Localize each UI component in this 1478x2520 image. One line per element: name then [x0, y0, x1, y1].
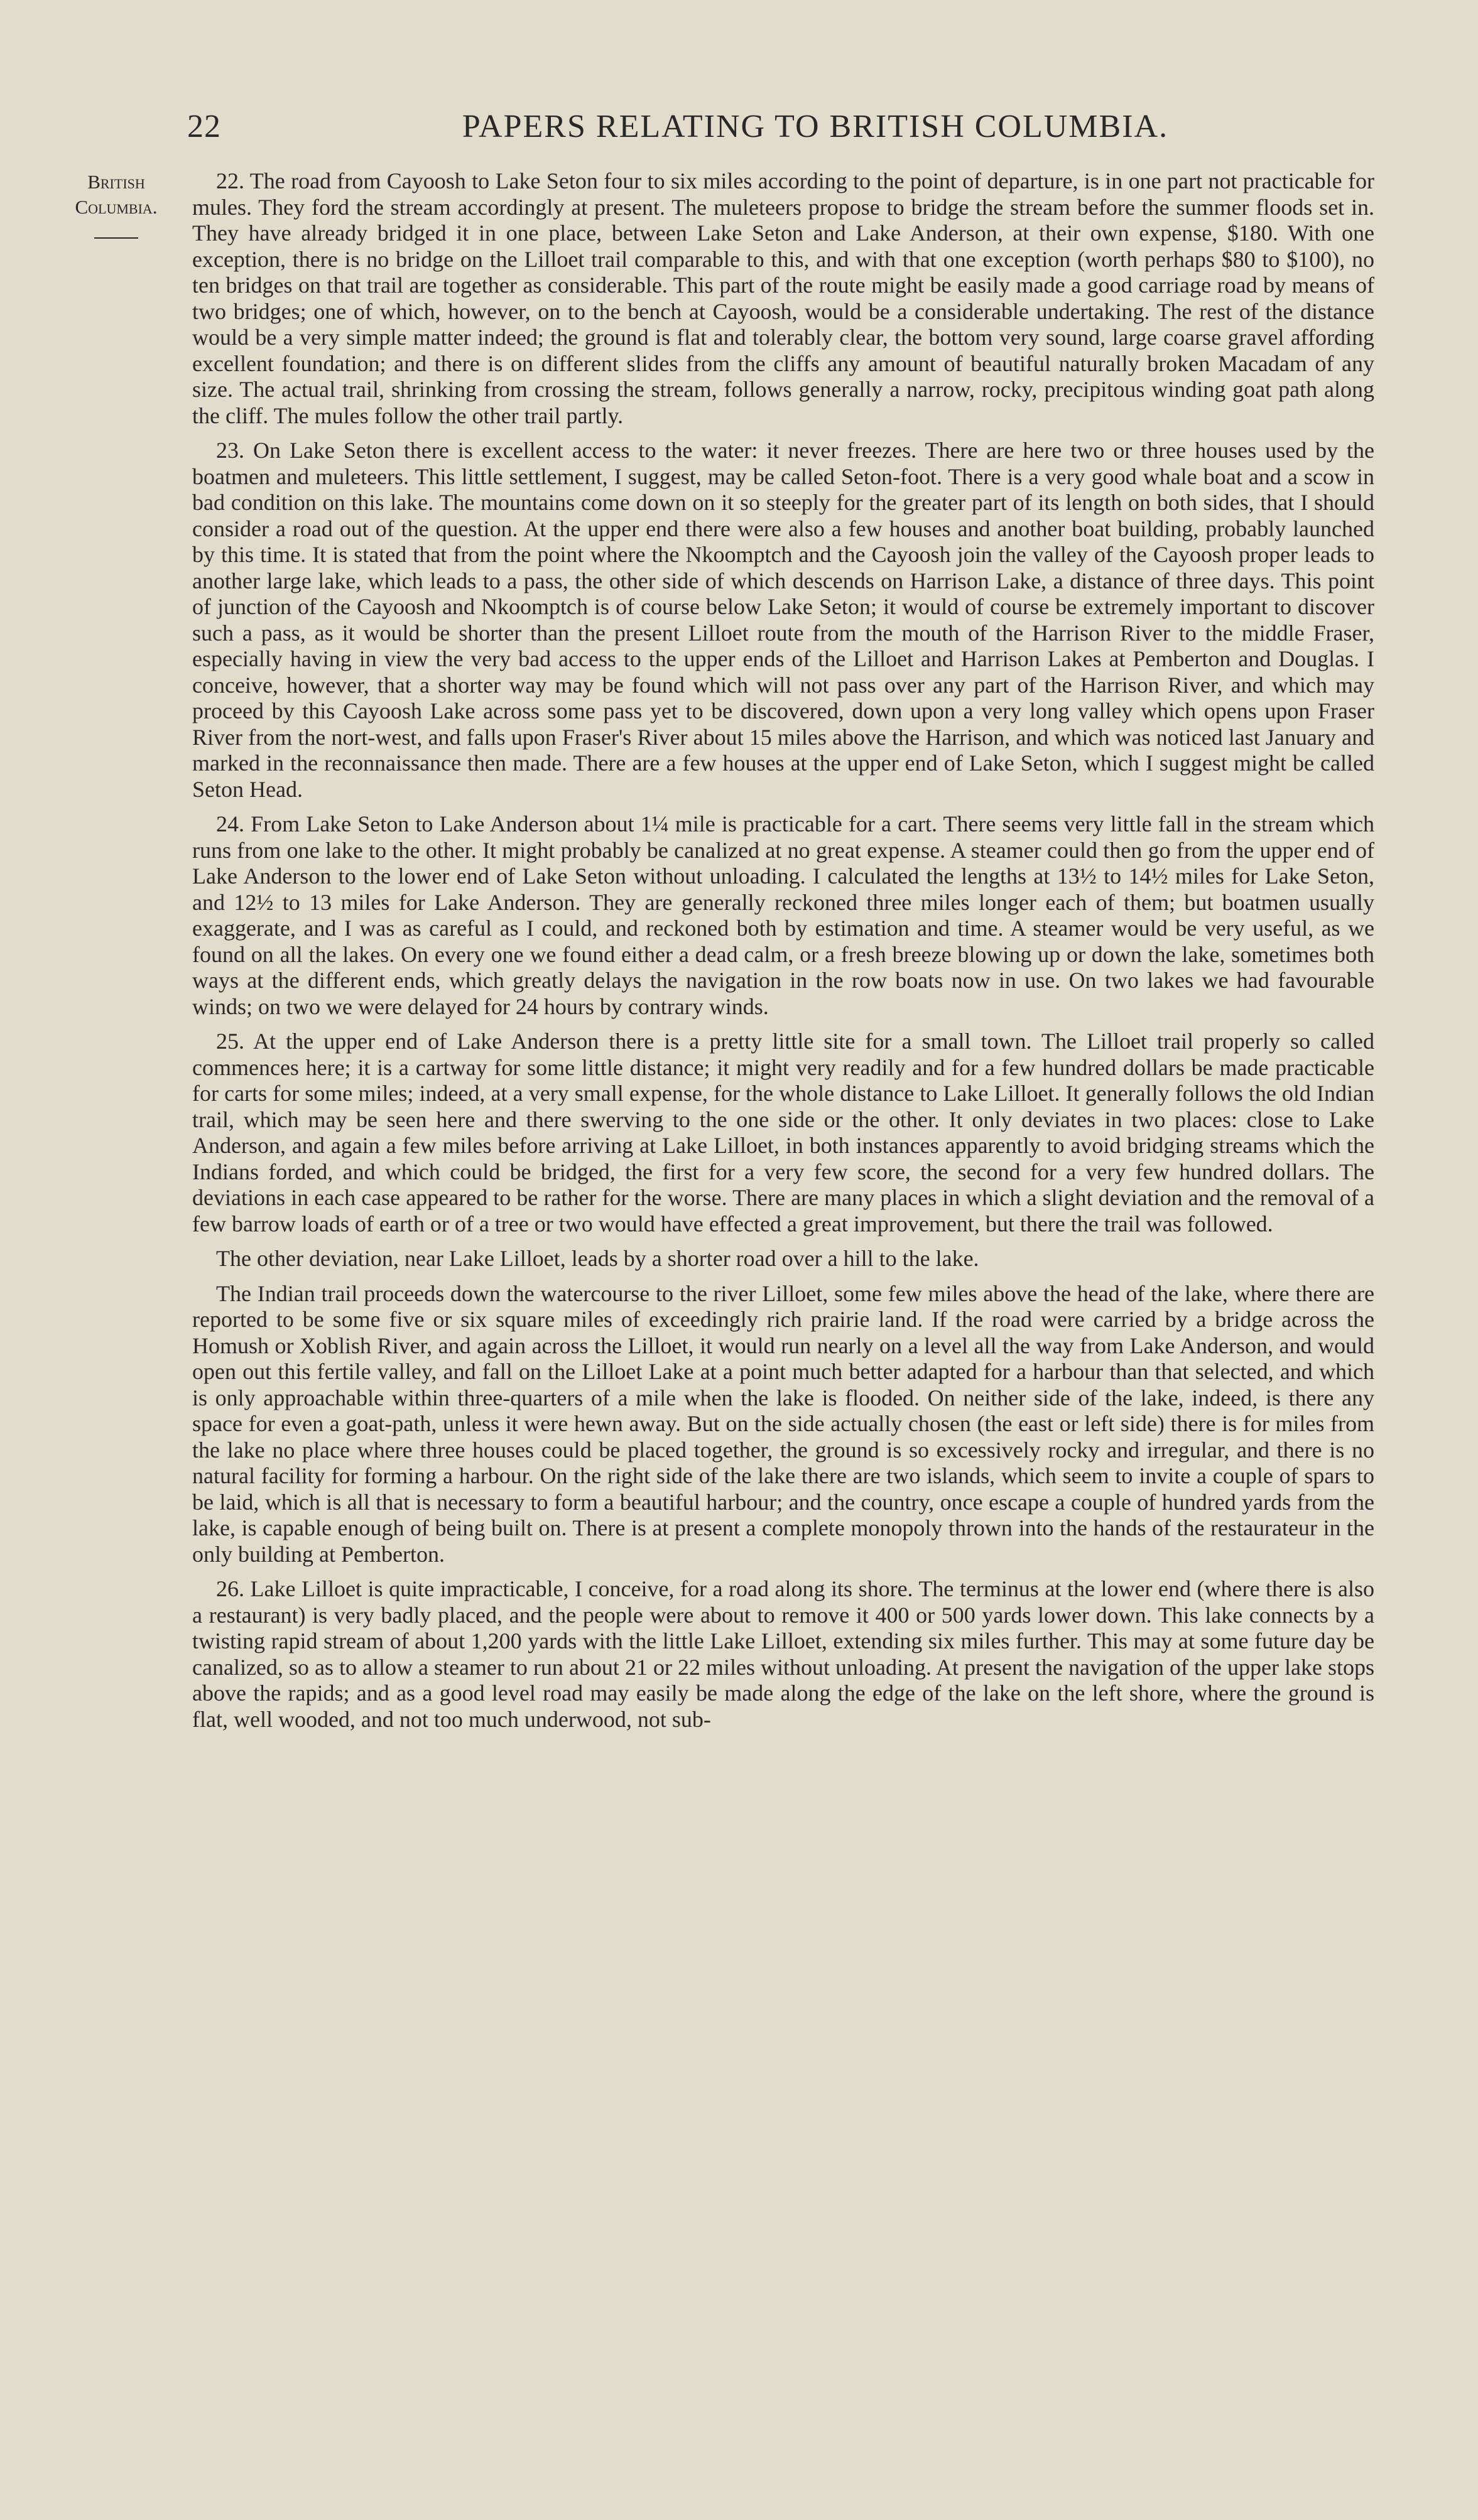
- paragraph-25-indian-trail: The Indian trail proceeds down the watercourse to the river Lilloet, some few miles above the head of the lake, where there are reported to be some five or six square miles of exceedingly rich prairie land. If the road were carried by a bridge across the Homush or Xoblish River, and again across the Lilloet, it would run nearly on a level all the way from Lake Anderson, and would open out this fertile valley, and fall on the Lilloet Lake at a point much better adapted for a harbour than that selected, and which is only approachable within three-quarters of a mile when the lake is flooded. On neither side of the lake, indeed, is there any space for even a goat-path, unless it were hewn away. But on the side actually chosen (the east or left side) there is for miles from the lake no place where three houses could be placed together, the ground is so excessively rocky and irregular, and there is no natural facility for forming a harbour. On the right side of the lake there are two islands, which seem to invite a couple of spars to be laid, which is all that is necessary to form a beautiful harbour; and the country, once escape a couple of hundred yards from the lake, is capable enough of being built on. There is at present a complete monopoly thrown into the hands of the restaurateur in the only building at Pemberton.: [192, 1280, 1374, 1567]
- paragraph-23: 23. On Lake Seton there is excellent access to the water: it never freezes. There are here two or three houses used by the boatmen and muleteers. This little settlement, I suggest, may be called Seton-foot. There is a very good whale boat and a scow in bad condition on this lake. The mountains come down on it so steeply for the greater part of its length on both sides, that I should consider a road out of the question. At the upper end there were also a few houses and another boat building, probably launched by this time. It is stated that from the point where the Nkoomptch and the Cayoosh join the valley of the Cayoosh proper leads to another large lake, which leads to a pass, the other side of which descends on Harrison Lake, a distance of three days. This point of junction of the Cayoosh and Nkoomptch is of course below Lake Seton; it would of course be extremely important to discover such a pass, as it would be shorter than the present Lilloet route from the mouth of the Harrison River to the middle Fraser, especially having in view the very bad access to the upper ends of the Lilloet and Harrison Lakes at Pemberton and Douglas. I conceive, however, that a shorter way may be found which will not pass over any part of the Harrison River, and which may proceed by this Cayoosh Lake across some pass yet to be discovered, down upon a very long valley which opens upon Fraser River from the nort-west, and falls upon Fraser's River about 15 miles above the Harrison, and which was noticed last January and marked in the reconnaissance then made. There are a few houses at the upper end of Lake Seton, which I suggest might be called Seton Head.: [192, 438, 1374, 802]
- paragraph-26: 26. Lake Lilloet is quite impracticable, I conceive, for a road along its shore. The terminus at the lower end (where there is also a restaurant) is very badly placed, and the people were about to remove it 400 or 500 yards lower down. This lake connects by a twisting rapid stream of about 1,200 yards with the little Lake Lilloet, extending six miles further. This may at some future day be canalized, so as to allow a steamer to run about 21 or 22 miles without unloading. At present the navigation of the upper lake stops above the rapids; and as a good level road may easily be made along the edge of the lake on the left shore, where the ground is flat, well wooded, and not too much underwood, not sub-: [192, 1576, 1374, 1732]
- paragraph-24: 24. From Lake Seton to Lake Anderson about 1¼ mile is practicable for a cart. There seems very little fall in the stream which runs from one lake to the other. It might probably be canalized at no great expense. A steamer could then go from the upper end of Lake Anderson to the lower end of Lake Seton without unloading. I calculated the lengths at 13½ to 14½ miles for Lake Seton, and 12½ to 13 miles for Lake Anderson. They are generally reckoned three miles longer each of them; but boatmen usually exaggerate, and I was as careful as I could, and reckoned both by estimation and time. A steamer would be very useful, as we found on all the lakes. On every one we found either a dead calm, or a fresh breeze blowing up or down the lake, sometimes both ways at the different ends, which greatly delays the navigation in the row boats now in use. On two lakes we had favourable winds; on two we were delayed for 24 hours by contrary winds.: [192, 811, 1374, 1019]
- page-number: 22: [187, 109, 221, 144]
- paragraph-25: 25. At the upper end of Lake Anderson there is a pretty little site for a small town. The Lilloet trail properly so called commences here; it is a cartway for some little distance; it might very readily and for a few hundred dollars be made practicable for carts for some miles; indeed, at a very small expense, for the whole distance to Lake Lilloet. It generally follows the old Indian trail, which may be seen here and there swerving to the one side or the other. It only deviates in two places: close to Lake Anderson, and again a few miles before arriving at Lake Lilloet, in both instances apparently to avoid bridging streams which the Indians forded, and which could be bridged, the first for a very few score, the second for a very few hundred dollars. The deviations in each case appeared to be rather for the worse. There are many places in which a slight deviation and the removal of a few barrow loads of earth or of a tree or two would have effected a great improvement, but there the trail was followed.: [192, 1029, 1374, 1236]
- paragraph-25-deviation: The other deviation, near Lake Lilloet, leads by a shorter road over a hill to the lake.: [216, 1246, 979, 1271]
- margin-note-rule: [94, 237, 138, 239]
- running-head: PAPERS RELATING TO BRITISH COLUMBIA.: [462, 109, 1169, 144]
- body-text: [192, 168, 1374, 1741]
- margin-note-line-1: British: [87, 171, 145, 193]
- page-header: [187, 108, 1374, 146]
- paragraph-22: 22. The road from Cayoosh to Lake Seton four to six miles according to the point of departure, is in one part not practicable for mules. They ford the stream accordingly at present. The muleteers propose to bridge the stream before the summer floods set in. They have already bridged it in one place, between Lake Seton and Lake Anderson, at their own expense, $180. With one exception, there is no bridge on the Lilloet trail comparable to this, and with that one exception (worth perhaps $80 to $100), no ten bridges on that trail are together as considerable. This part of the route might be easily made a good carriage road by means of two bridges; one of which, however, on to the bench at Cayoosh, would be a considerable undertaking. The rest of the distance would be a very simple matter indeed; the ground is flat and tolerably clear, the bottom very sound, large coarse gravel affording excellent foundation; and there is on different slides from the cliffs any amount of beautiful naturally broken Macadam of any size. The actual trail, shrinking from crossing the stream, follows generally a narrow, rocky, precipitous winding goat path along the cliff. The mules follow the other trail partly.: [192, 168, 1374, 428]
- margin-note: [50, 170, 182, 239]
- margin-note-line-2: Columbia.: [75, 196, 158, 218]
